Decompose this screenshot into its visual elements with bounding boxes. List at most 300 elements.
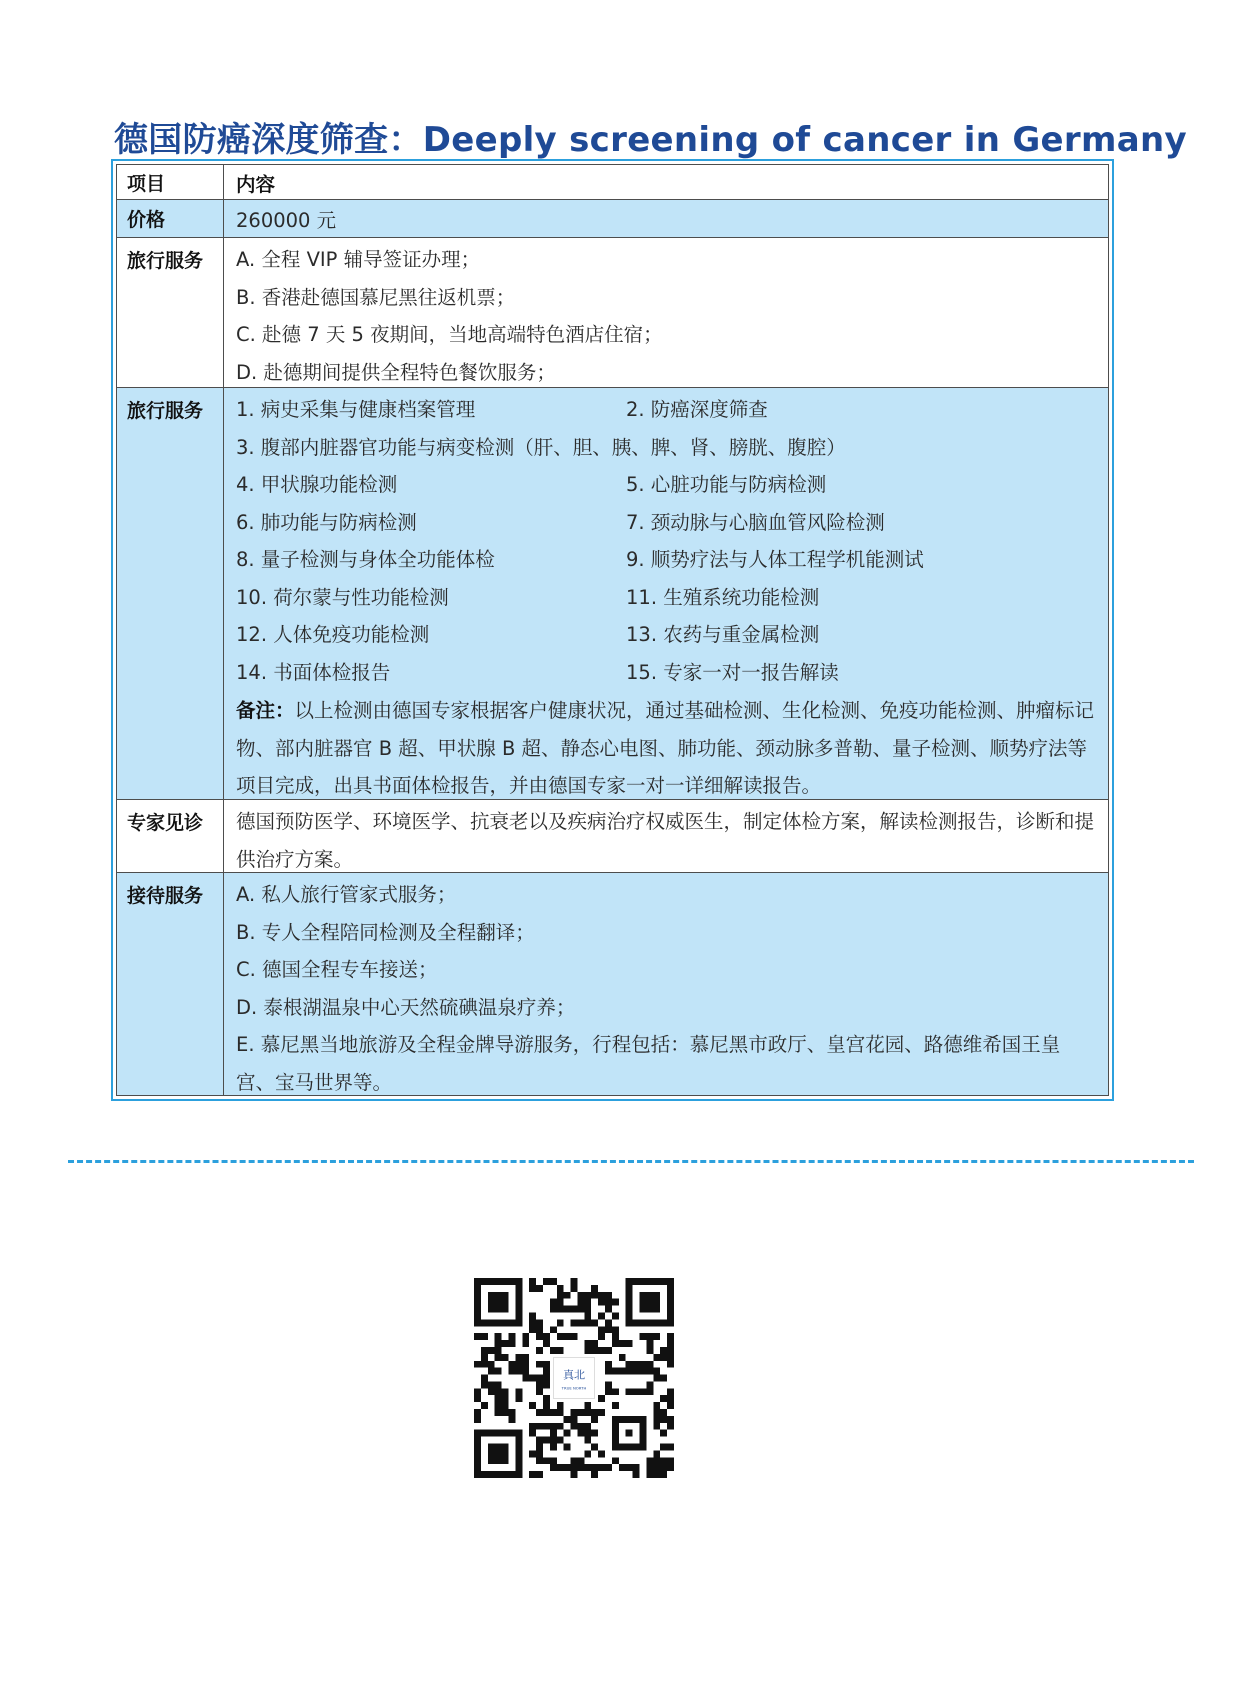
qr-module: [653, 1464, 660, 1471]
qr-module: [550, 1347, 557, 1354]
qr-module: [495, 1340, 502, 1347]
qr-module: [598, 1292, 605, 1299]
qr-module: [508, 1368, 515, 1375]
qr-module: [626, 1388, 633, 1395]
qr-module: [598, 1312, 605, 1319]
list-item: 10. 荷尔蒙与性功能检测: [236, 585, 449, 609]
list-item: B. 香港赴德国慕尼黑往返机票；: [236, 285, 516, 309]
qr-module: [495, 1333, 502, 1340]
qr-module: [646, 1464, 653, 1471]
qr-module: [653, 1409, 660, 1416]
qr-module: [619, 1354, 626, 1361]
qr-module: [660, 1464, 667, 1471]
qr-module: [550, 1457, 557, 1464]
qr-module: [536, 1361, 543, 1368]
checkup-label: 旅行服务: [117, 388, 224, 799]
header-item-label: 项目: [117, 165, 224, 199]
qr-module: [660, 1416, 667, 1423]
list-item: 12. 人体免疫功能检测: [236, 623, 430, 646]
qr-module: [584, 1409, 591, 1416]
qr-module: [550, 1423, 557, 1430]
price-value: 260000 元: [236, 209, 337, 232]
qr-module: [577, 1464, 584, 1471]
qr-module: [474, 1361, 481, 1368]
qr-module: [536, 1381, 543, 1388]
qr-module: [550, 1437, 557, 1444]
qr-module: [571, 1464, 578, 1471]
qr-module: [571, 1416, 578, 1423]
qr-module: [584, 1319, 591, 1326]
qr-module: [605, 1368, 612, 1375]
qr-module: [612, 1326, 619, 1333]
qr-module: [571, 1306, 578, 1313]
qr-module: [529, 1402, 536, 1409]
qr-module: [529, 1430, 536, 1437]
qr-module: [667, 1457, 674, 1464]
qr-module: [564, 1430, 571, 1437]
qr-module: [536, 1333, 543, 1340]
list-item-pair: [236, 620, 1096, 658]
qr-module: [522, 1333, 529, 1340]
list-item: 8. 量子检测与身体全功能体检: [236, 548, 495, 571]
qr-module: [584, 1464, 591, 1471]
page-title: 德国防癌深度筛查：Deeply screening of cancer in Germany: [114, 120, 1187, 160]
qr-module: [522, 1361, 529, 1368]
list-item: B. 专人全程陪同检测及全程翻译；: [236, 920, 535, 944]
qr-module: [536, 1285, 543, 1292]
qr-module: [619, 1464, 626, 1471]
qr-module: [584, 1402, 591, 1409]
qr-module: [667, 1423, 674, 1430]
qr-module: [584, 1423, 591, 1430]
qr-module: [591, 1409, 598, 1416]
qr-module: [598, 1409, 605, 1416]
qr-module: [557, 1437, 564, 1444]
qr-module: [612, 1333, 619, 1340]
qr-module: [667, 1333, 674, 1340]
list-item: 7. 颈动脉与心脑血管风险检测: [626, 510, 885, 534]
qr-module: [488, 1361, 495, 1368]
note-label: 备注：: [236, 699, 295, 722]
qr-module: [584, 1347, 591, 1354]
qr-module: [536, 1423, 543, 1430]
qr-module: [529, 1326, 536, 1333]
qr-module: [564, 1464, 571, 1471]
qr-module: [557, 1299, 564, 1306]
qr-module: [667, 1444, 674, 1451]
note-text: 以上检测由德国专家根据客户健康状况，通过基础检测、生化检测、免疫功能检测、肿瘤标记物、部内脏器官 B 超、甲状腺 B 超、静态心电图、肺功能、颈动脉多普勒、量子检测、顺势疗法等项目完成，出具书面体检报告，并由德国专家一对一详细解读报告。: [236, 699, 1095, 797]
qr-module: [633, 1368, 640, 1375]
qr-module: [667, 1347, 674, 1354]
qr-module: [495, 1409, 502, 1416]
qr-module: [653, 1423, 660, 1430]
qr-module: [557, 1292, 564, 1299]
expert-text: 德国预防医学、环境医学、抗衰老以及疾病治疗权威医生，制定体检方案，解读检测报告，诊断和提供治疗方案。: [236, 810, 1095, 871]
qr-module: [543, 1402, 550, 1409]
qr-module: [502, 1340, 509, 1347]
qr-code: [474, 1278, 674, 1478]
checkup-content: [224, 388, 1108, 799]
qr-module: [660, 1395, 667, 1402]
qr-module: [577, 1430, 584, 1437]
qr-module: [577, 1319, 584, 1326]
qr-module: [550, 1444, 557, 1451]
qr-module: [522, 1375, 529, 1382]
qr-module: [543, 1368, 550, 1375]
qr-module: [536, 1409, 543, 1416]
qr-module: [495, 1388, 502, 1395]
qr-module: [564, 1333, 571, 1340]
price-label: 价格: [117, 200, 224, 237]
qr-module: [598, 1347, 605, 1354]
qr-module: [612, 1299, 619, 1306]
qr-module: [667, 1416, 674, 1423]
qr-module: [536, 1437, 543, 1444]
qr-module: [646, 1457, 653, 1464]
expert-label: 专家见诊: [117, 800, 224, 872]
list-item: C. 德国全程专车接送；: [236, 958, 438, 981]
qr-module: [474, 1409, 481, 1416]
list-item-pair: [236, 658, 1096, 696]
qr-module: [605, 1326, 612, 1333]
qr-module: [571, 1333, 578, 1340]
qr-module: [557, 1319, 564, 1326]
qr-module: [571, 1278, 578, 1285]
qr-module: [543, 1409, 550, 1416]
qr-module: [543, 1278, 550, 1285]
qr-module: [591, 1471, 598, 1478]
qr-module: [557, 1409, 564, 1416]
qr-module: [667, 1354, 674, 1361]
qr-module: [508, 1409, 515, 1416]
qr-module: [543, 1423, 550, 1430]
qr-module: [584, 1292, 591, 1299]
qr-module: [495, 1402, 502, 1409]
qr-module: [536, 1319, 543, 1326]
qr-module: [474, 1388, 481, 1395]
qr-module: [633, 1471, 640, 1478]
qr-module: [564, 1292, 571, 1299]
qr-module: [515, 1354, 522, 1361]
reception-label: 接待服务: [117, 873, 224, 1095]
qr-module: [543, 1457, 550, 1464]
qr-module: [577, 1457, 584, 1464]
qr-module: [543, 1437, 550, 1444]
qr-module: [633, 1388, 640, 1395]
list-item-pair: [236, 583, 1096, 621]
qr-module: [536, 1375, 543, 1382]
list-item: A. 私人旅行管家式服务；: [236, 883, 457, 906]
qr-module: [536, 1444, 543, 1451]
qr-module: [584, 1312, 591, 1319]
dashed-divider: [68, 1160, 1194, 1163]
reception-content: [224, 873, 1108, 1095]
qr-module: [646, 1361, 653, 1368]
qr-module: [543, 1340, 550, 1347]
qr-module: [605, 1388, 612, 1395]
qr-module: [633, 1361, 640, 1368]
qr-module: [584, 1450, 591, 1457]
qr-module: [646, 1340, 653, 1347]
qr-module: [543, 1395, 550, 1402]
qr-module: [584, 1430, 591, 1437]
qr-module: [571, 1457, 578, 1464]
list-item: A. 全程 VIP 辅导签证办理；: [236, 248, 481, 271]
qr-module: [598, 1299, 605, 1306]
qr-module: [660, 1409, 667, 1416]
qr-module: [626, 1361, 633, 1368]
qr-module: [488, 1388, 495, 1395]
qr-module: [536, 1457, 543, 1464]
qr-module: [488, 1368, 495, 1375]
qr-module: [481, 1402, 488, 1409]
qr-module: [667, 1361, 674, 1368]
qr-module: [495, 1354, 502, 1361]
qr-module: [536, 1388, 543, 1395]
list-item-pair: [236, 395, 1096, 433]
list-item: C. 赴德 7 天 5 夜期间，当地高端特色酒店住宿；: [236, 323, 663, 346]
qr-module: [550, 1326, 557, 1333]
qr-module: [502, 1354, 509, 1361]
list-item: 11. 生殖系统功能检测: [626, 585, 820, 609]
qr-module: [667, 1402, 674, 1409]
expert-row: [117, 799, 1108, 872]
qr-module: [543, 1333, 550, 1340]
qr-module: [667, 1464, 674, 1471]
qr-module: [653, 1333, 660, 1340]
service-table: [111, 159, 1114, 1101]
qr-module: [571, 1285, 578, 1292]
qr-module: [605, 1347, 612, 1354]
qr-module: [605, 1464, 612, 1471]
qr-module: [646, 1471, 653, 1478]
qr-module: [557, 1306, 564, 1313]
travel-service-row: [117, 237, 1108, 387]
qr-module: [612, 1457, 619, 1464]
qr-module: [598, 1333, 605, 1340]
qr-module: [522, 1354, 529, 1361]
qr-module: [591, 1292, 598, 1299]
qr-module: [577, 1306, 584, 1313]
qr-module: [481, 1381, 488, 1388]
qr-module: [660, 1430, 667, 1437]
qr-module: [536, 1471, 543, 1478]
table-header-row: [117, 165, 1108, 199]
qr-module: [584, 1306, 591, 1313]
qr-module: [653, 1368, 660, 1375]
qr-module: [612, 1402, 619, 1409]
qr-module: [577, 1423, 584, 1430]
qr-module: [612, 1368, 619, 1375]
qr-module: [605, 1319, 612, 1326]
qr-module: [591, 1430, 598, 1437]
qr-module: [515, 1395, 522, 1402]
qr-module: [481, 1347, 488, 1354]
qr-module: [591, 1444, 598, 1451]
qr-module: [605, 1292, 612, 1299]
qr-module: [660, 1444, 667, 1451]
qr-module: [598, 1395, 605, 1402]
qr-module: [488, 1347, 495, 1354]
qr-module: [571, 1423, 578, 1430]
qr-module: [660, 1354, 667, 1361]
qr-module: [660, 1471, 667, 1478]
qr-module: [495, 1395, 502, 1402]
qr-module: [481, 1354, 488, 1361]
qr-module: [612, 1388, 619, 1395]
qr-module: [591, 1285, 598, 1292]
reception-row: [117, 872, 1108, 1095]
qr-module: [543, 1381, 550, 1388]
qr-module: [591, 1340, 598, 1347]
qr-module: [653, 1471, 660, 1478]
qr-module: [564, 1306, 571, 1313]
list-item-pair: [236, 470, 1096, 508]
qr-module: [550, 1409, 557, 1416]
qr-module: [515, 1388, 522, 1395]
qr-module: [488, 1381, 495, 1388]
qr-module: [653, 1457, 660, 1464]
list-item: E. 慕尼黑当地旅游及全程金牌导游服务，行程包括：慕尼黑市政厅、皇宫花园、路德维希国王皇宫、宝马世界等。: [236, 1033, 1061, 1094]
qr-module: [640, 1361, 647, 1368]
qr-module: [640, 1388, 647, 1395]
list-item: D. 赴德期间提供全程特色餐饮服务；: [236, 360, 556, 384]
header-content-label: 内容: [236, 173, 276, 196]
qr-module: [502, 1402, 509, 1409]
qr-module: [550, 1430, 557, 1437]
qr-module: [591, 1347, 598, 1354]
qr-module: [557, 1333, 564, 1340]
qr-module: [653, 1402, 660, 1409]
qr-module: [550, 1299, 557, 1306]
qr-module: [474, 1395, 481, 1402]
qr-module: [564, 1416, 571, 1423]
qr-module: [591, 1319, 598, 1326]
qr-module: [515, 1361, 522, 1368]
qr-module: [660, 1375, 667, 1382]
qr-module: [667, 1340, 674, 1347]
qr-module: [508, 1416, 515, 1423]
qr-module: [529, 1319, 536, 1326]
qr-logo-text: 真北: [562, 1368, 586, 1382]
list-item: 1. 病史采集与健康档案管理: [236, 398, 476, 421]
qr-module: [515, 1368, 522, 1375]
qr-module: [557, 1402, 564, 1409]
qr-module: [646, 1368, 653, 1375]
list-item: 9. 顺势疗法与人体工程学机能测试: [626, 548, 924, 571]
qr-module: [557, 1285, 564, 1292]
qr-module: [522, 1368, 529, 1375]
qr-module: [584, 1299, 591, 1306]
qr-module: [529, 1285, 536, 1292]
qr-module: [653, 1354, 660, 1361]
qr-module: [529, 1312, 536, 1319]
qr-module: [577, 1299, 584, 1306]
price-row: [117, 199, 1108, 237]
qr-module: [495, 1347, 502, 1354]
qr-module: [591, 1416, 598, 1423]
expert-content: [224, 800, 1108, 872]
list-item: 6. 肺功能与防病检测: [236, 510, 417, 534]
qr-module: [502, 1409, 509, 1416]
list-item: D. 泰根湖温泉中心天然硫碘温泉疗养；: [236, 995, 576, 1019]
list-item: 13. 农药与重金属检测: [626, 623, 820, 646]
qr-module: [619, 1368, 626, 1375]
qr-module: [646, 1388, 653, 1395]
travel-service-label: 旅行服务: [117, 238, 224, 387]
qr-module: [536, 1326, 543, 1333]
qr-module: [653, 1450, 660, 1457]
qr-module: [536, 1450, 543, 1457]
qr-module: [495, 1381, 502, 1388]
list-item: 3. 腹部内脏器官功能与病变检测（肝、胆、胰、脾、肾、膀胱、腹腔）: [236, 435, 846, 459]
qr-module: [508, 1340, 515, 1347]
qr-module: [557, 1423, 564, 1430]
list-item: 4. 甲状腺功能检测: [236, 473, 398, 496]
qr-module: [571, 1471, 578, 1478]
travel-service-content: [224, 238, 1108, 387]
qr-module: [605, 1381, 612, 1388]
qr-logo-subtext: [561, 1386, 587, 1391]
qr-module: [653, 1375, 660, 1382]
qr-logo: [553, 1357, 594, 1398]
qr-module: [536, 1347, 543, 1354]
qr-module: [502, 1388, 509, 1395]
qr-module: [557, 1347, 564, 1354]
list-item: 5. 心脏功能与防病检测: [626, 473, 827, 496]
qr-module: [529, 1471, 536, 1478]
qr-module: [522, 1340, 529, 1347]
qr-module: [646, 1333, 653, 1340]
qr-module: [529, 1423, 536, 1430]
qr-module: [619, 1340, 626, 1347]
qr-module: [529, 1278, 536, 1285]
qr-module: [508, 1333, 515, 1340]
qr-module: [646, 1381, 653, 1388]
qr-module: [660, 1347, 667, 1354]
qr-module: [577, 1409, 584, 1416]
qr-module: [591, 1464, 598, 1471]
qr-module: [612, 1312, 619, 1319]
qr-module: [550, 1464, 557, 1471]
qr-module: [653, 1416, 660, 1423]
qr-module: [667, 1388, 674, 1395]
qr-module: [640, 1333, 647, 1340]
qr-module: [481, 1375, 488, 1382]
qr-module: [612, 1340, 619, 1347]
list-item-pair: [236, 508, 1096, 546]
qr-module: [577, 1292, 584, 1299]
qr-module: [571, 1409, 578, 1416]
qr-module: [529, 1450, 536, 1457]
qr-module: [529, 1375, 536, 1382]
qr-module: [584, 1340, 591, 1347]
qr-module: [626, 1368, 633, 1375]
qr-module: [660, 1457, 667, 1464]
qr-module: [474, 1333, 481, 1340]
qr-module: [584, 1437, 591, 1444]
qr-module: [481, 1333, 488, 1340]
qr-module: [564, 1444, 571, 1451]
qr-module: [481, 1361, 488, 1368]
qr-module: [605, 1299, 612, 1306]
qr-module: [626, 1464, 633, 1471]
qr-module: [633, 1464, 640, 1471]
list-item-pair: [236, 545, 1096, 583]
qr-module: [557, 1464, 564, 1471]
qr-module: [543, 1375, 550, 1382]
qr-module: [508, 1361, 515, 1368]
